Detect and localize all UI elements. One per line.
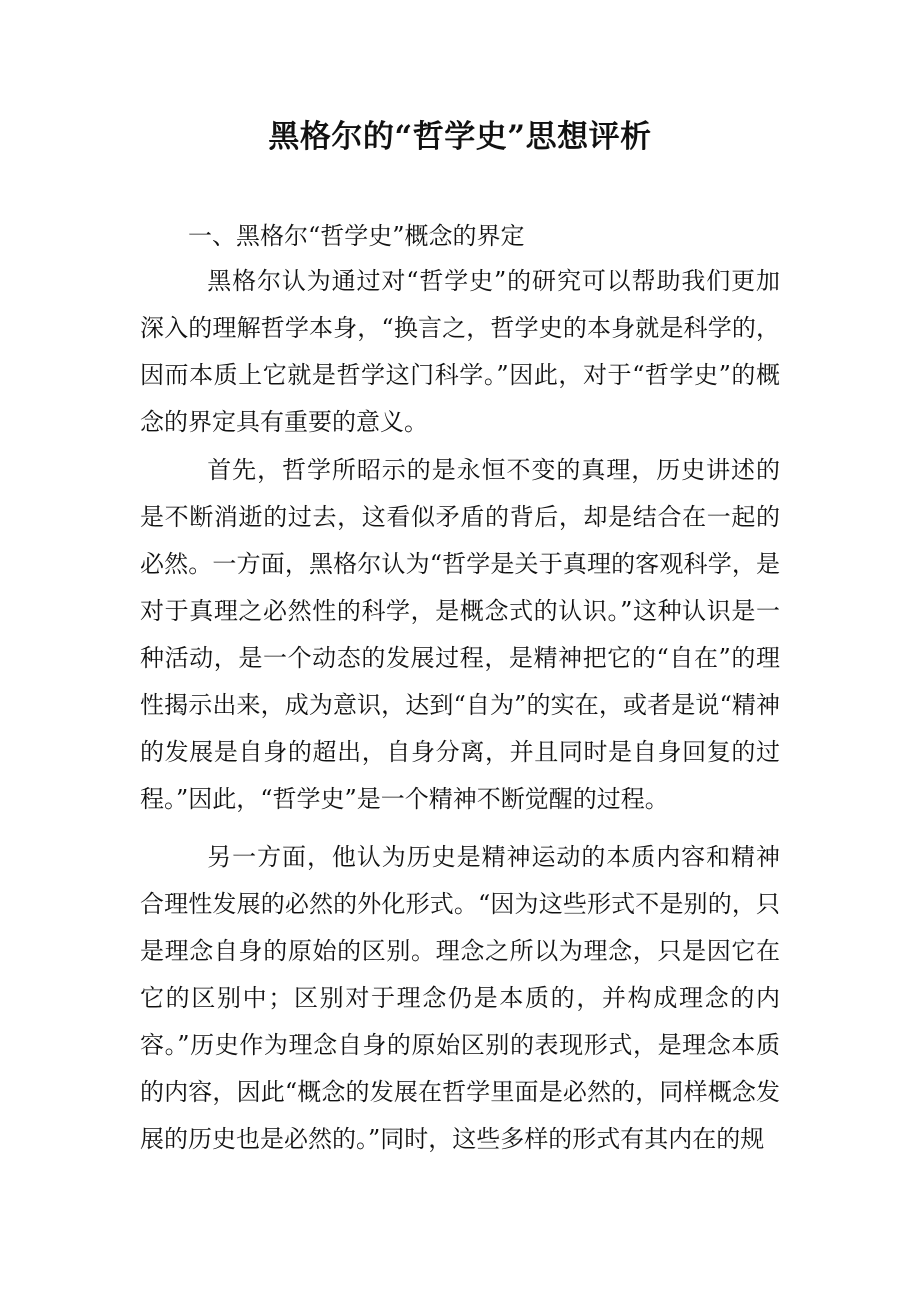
paragraph-2: 首先，哲学所昭示的是永恒不变的真理，历史讲述的是不断消逝的过去，这看似矛盾的背后，却是结合在一起的必然。一方面，黑格尔认为“哲学是关于真理的客观科学，是对于真理之必然性的科学，是概念式的认识。”这种认识是一种活动，是一个动态的发展过程，是精神把它的“自在”的理性揭示出来，成为意识，达到“自为”的实在，或者是说“精神的发展是自身的超出，自身分离，并且同时是自身回复的过程。”因此，“哲学史”是一个精神不断觉醒的过程。: [140, 456, 780, 813]
paragraph-1: 黑格尔认为通过对“哲学史”的研究可以帮助我们更加深入的理解哲学本身，“换言之，哲学史的本身就是科学的，因而本质上它就是哲学这门科学。”因此，对于“哲学史”的概念的界定具有重要的意义。: [140, 267, 780, 436]
section-heading: 一、黑格尔“哲学史”概念的界定: [188, 222, 525, 250]
paragraph-3: 另一方面，他认为历史是精神运动的本质内容和精神合理性发展的必然的外化形式。“因为这些形式不是别的，只是理念自身的原始的区别。理念之所以为理念，只是因它在它的区别中；区别对于理念仍是本质的，并构成理念的内容。”历史作为理念自身的原始区别的表现形式，是理念本质的内容，因此“概念的发展在哲学里面是必然的，同样概念发展的历史也是必然的。”同时，这些多样的形式有其内在的规: [140, 843, 780, 1153]
document-title: 黑格尔的“哲学史”思想评析: [268, 119, 652, 155]
